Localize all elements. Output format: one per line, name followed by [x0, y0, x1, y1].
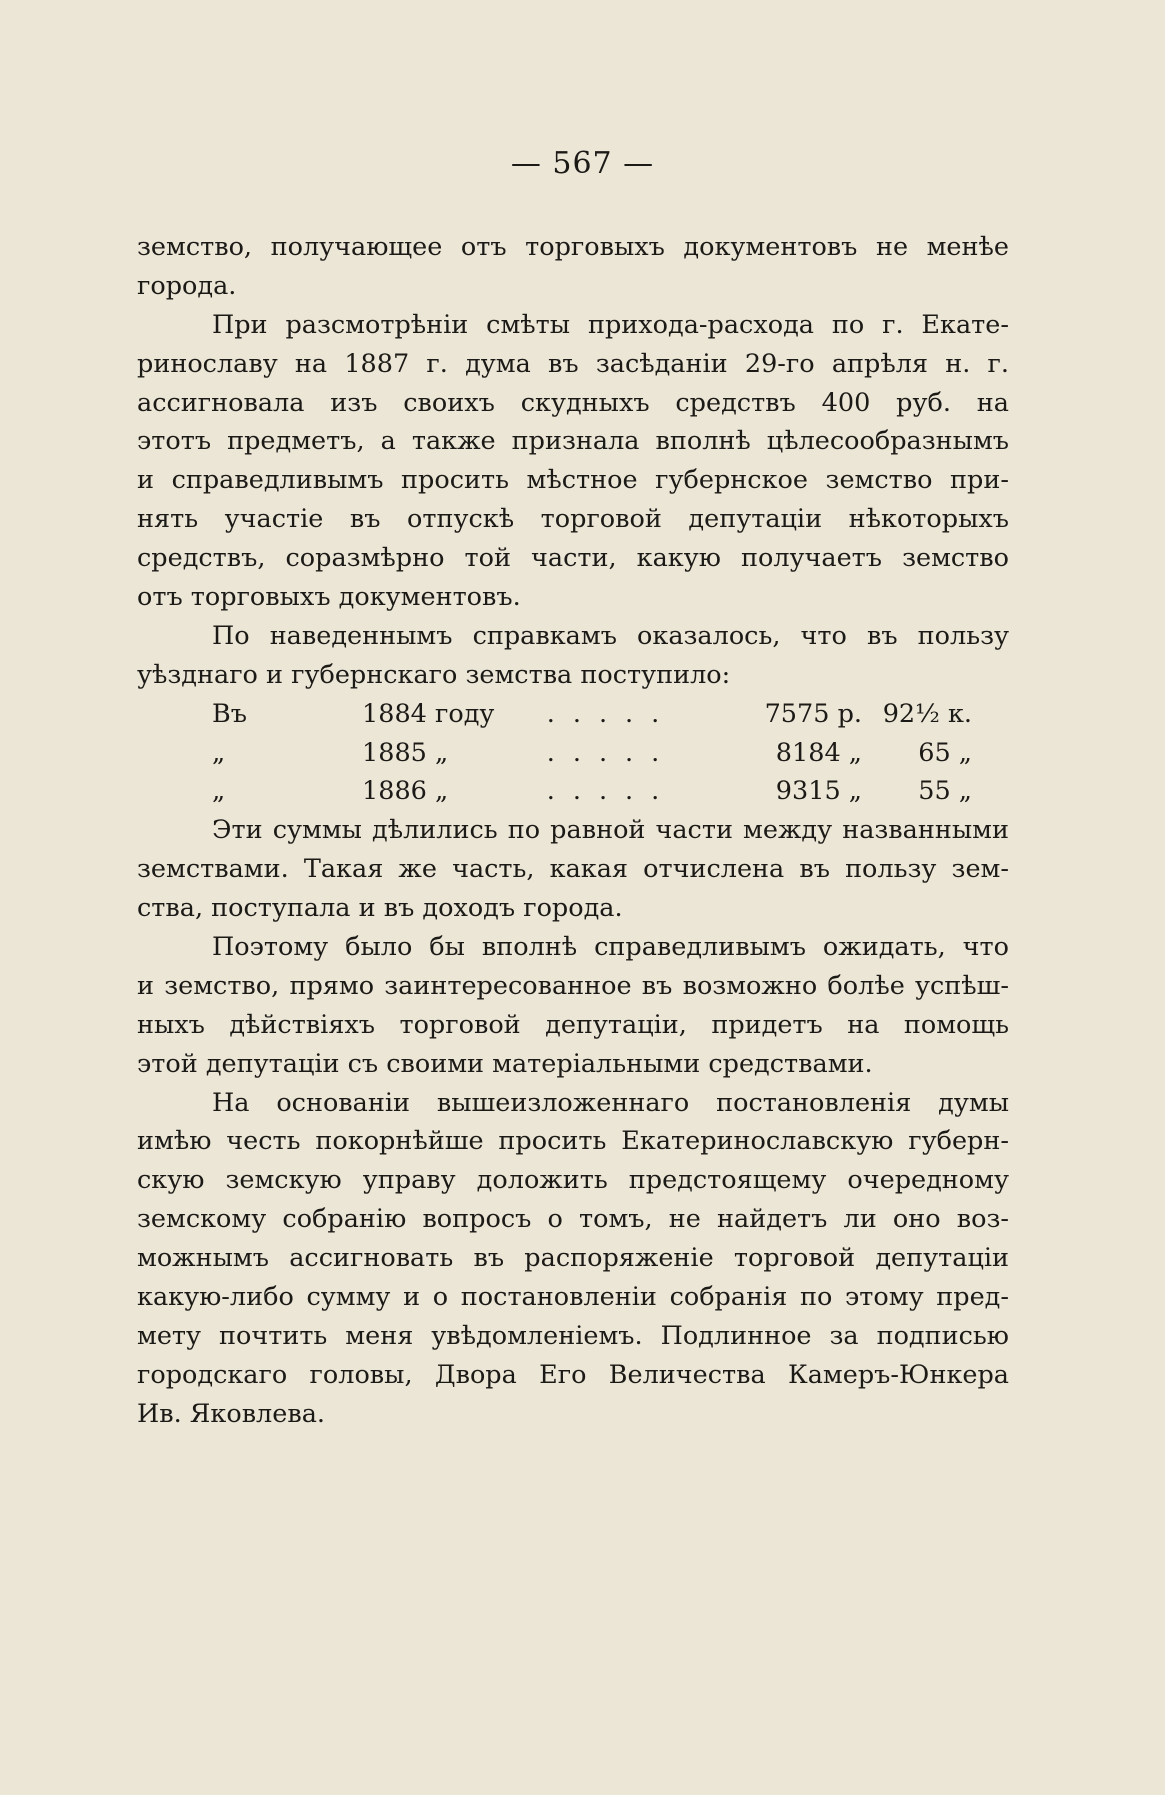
receipt-kop: 55 „	[918, 776, 972, 807]
body-text	[137, 228, 1009, 1434]
text-line: При разсмотрѣніи смѣты прихода-расхода по г. Екате-	[212, 309, 1009, 340]
text-line: На основаніи вышеизложеннаго постановленія думы	[212, 1087, 1009, 1118]
text-line: нять участіе въ отпускѣ торговой депутаціи нѣкоторыхъ	[137, 504, 1009, 535]
text-line: ассигновала изъ своихъ скудныхъ средствъ 400 руб. на	[137, 387, 1009, 418]
text-line: средствъ, соразмѣрно той части, какую получаетъ земство	[137, 543, 1009, 574]
text-line: ныхъ дѣйствіяхъ торговой депутаціи, придетъ на помощь	[137, 1009, 1009, 1040]
receipt-label: „	[212, 776, 226, 807]
text-line: земствами. Такая же часть, какая отчислена въ пользу зем-	[137, 854, 1009, 885]
text-line: скую земскую управу доложить предстоящему очередному	[137, 1165, 1009, 1196]
text-line: Эти суммы дѣлились по равной части между названными	[212, 815, 1009, 846]
receipt-amount: 8184 „	[775, 737, 862, 768]
text-line: отъ торговыхъ документовъ.	[137, 582, 521, 613]
text-line: земскому собранію вопросъ о томъ, не найдетъ ли оно воз-	[137, 1204, 1009, 1235]
receipt-amount: 9315 „	[775, 776, 862, 807]
text-line: и справедливымъ просить мѣстное губернское земство при-	[137, 465, 1009, 496]
text-line: Поэтому было бы вполнѣ справедливымъ ожидать, что	[212, 932, 1009, 963]
receipt-year: 1886 „	[362, 776, 449, 807]
text-line: уѣзднаго и губернскаго земства поступило:	[137, 659, 731, 690]
receipt-kop: 92½ к.	[882, 698, 972, 729]
receipt-label: „	[212, 737, 226, 768]
text-line: Ив. Яковлева.	[137, 1398, 326, 1429]
receipt-row	[137, 772, 1009, 811]
receipt-year: 1885 „	[362, 737, 449, 768]
receipt-row	[137, 695, 1009, 734]
receipt-amount: 7575 р.	[764, 698, 862, 729]
text-line: и земство, прямо заинтересованное въ возможно болѣе успѣш-	[137, 970, 1009, 1001]
receipt-kop: 65 „	[918, 737, 972, 768]
receipt-year: 1884 году	[362, 698, 495, 729]
text-line: По наведеннымъ справкамъ оказалось, что въ пользу	[212, 620, 1009, 651]
text-line: можнымъ ассигновать въ распоряженіе торговой депутаціи	[137, 1243, 1009, 1274]
text-line: городскаго головы, Двора Его Величества Камеръ-Юнкера	[137, 1359, 1009, 1390]
text-line: какую-либо сумму и о постановленіи собранія по этому пред-	[137, 1282, 1009, 1313]
text-line: города.	[137, 270, 237, 301]
text-line: ства, поступала и въ доходъ города.	[137, 893, 623, 924]
receipt-dots: .....	[546, 698, 678, 729]
text-line: ринославу на 1887 г. дума въ засѣданіи 29-го апрѣля н. г.	[137, 348, 1009, 379]
text-line: этотъ предметъ, а также признала вполнѣ цѣлесообразнымъ	[137, 426, 1009, 457]
text-line: имѣю честь покорнѣйше просить Екатеринославскую губерн-	[137, 1126, 1009, 1157]
page-number: — 567 —	[510, 146, 655, 181]
receipt-dots: .....	[546, 737, 678, 768]
receipt-label: Въ	[212, 698, 247, 729]
text-line: этой депутаціи съ своими матеріальными средствами.	[137, 1048, 873, 1079]
text-line: мету почтить меня увѣдомленіемъ. Подлинное за подписью	[137, 1320, 1009, 1351]
receipt-dots: .....	[546, 776, 678, 807]
text-line: земство, получающее отъ торговыхъ документовъ не менѣе	[137, 232, 1009, 262]
receipt-row	[137, 734, 1009, 773]
